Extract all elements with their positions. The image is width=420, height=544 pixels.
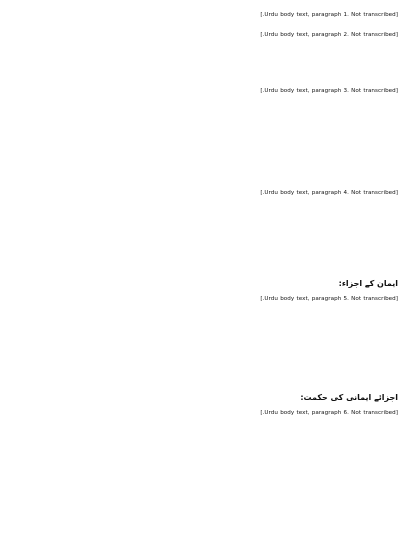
paragraph-text: [Urdu body text, paragraph 6. Not transcribed.] [260, 410, 398, 416]
paragraph-text: [Urdu body text, paragraph 3. Not transcribed.] [260, 88, 398, 94]
paragraph-4 [22, 188, 398, 200]
paragraph-text: [Urdu body text, paragraph 2. Not transcribed.] [260, 32, 398, 38]
section-heading: ایمان کے اجزاء: [338, 279, 398, 288]
paragraph-text: [Urdu body text, paragraph 5. Not transcribed.] [260, 296, 398, 302]
paragraph-text: [Urdu body text, paragraph 1. Not transcribed.] [260, 12, 398, 18]
section-heading-iman-components [22, 278, 398, 290]
paragraph-2 [22, 30, 398, 42]
section-heading-iman-wisdom [22, 392, 398, 404]
paragraph-5 [22, 294, 398, 306]
paragraph-3 [22, 86, 398, 98]
paragraph-text: [Urdu body text, paragraph 4. Not transcribed.] [260, 190, 398, 196]
section-heading: اجزائے ایمانی کی حکمت: [300, 393, 398, 402]
paragraph-intro [22, 10, 398, 22]
paragraph-6 [22, 408, 398, 420]
